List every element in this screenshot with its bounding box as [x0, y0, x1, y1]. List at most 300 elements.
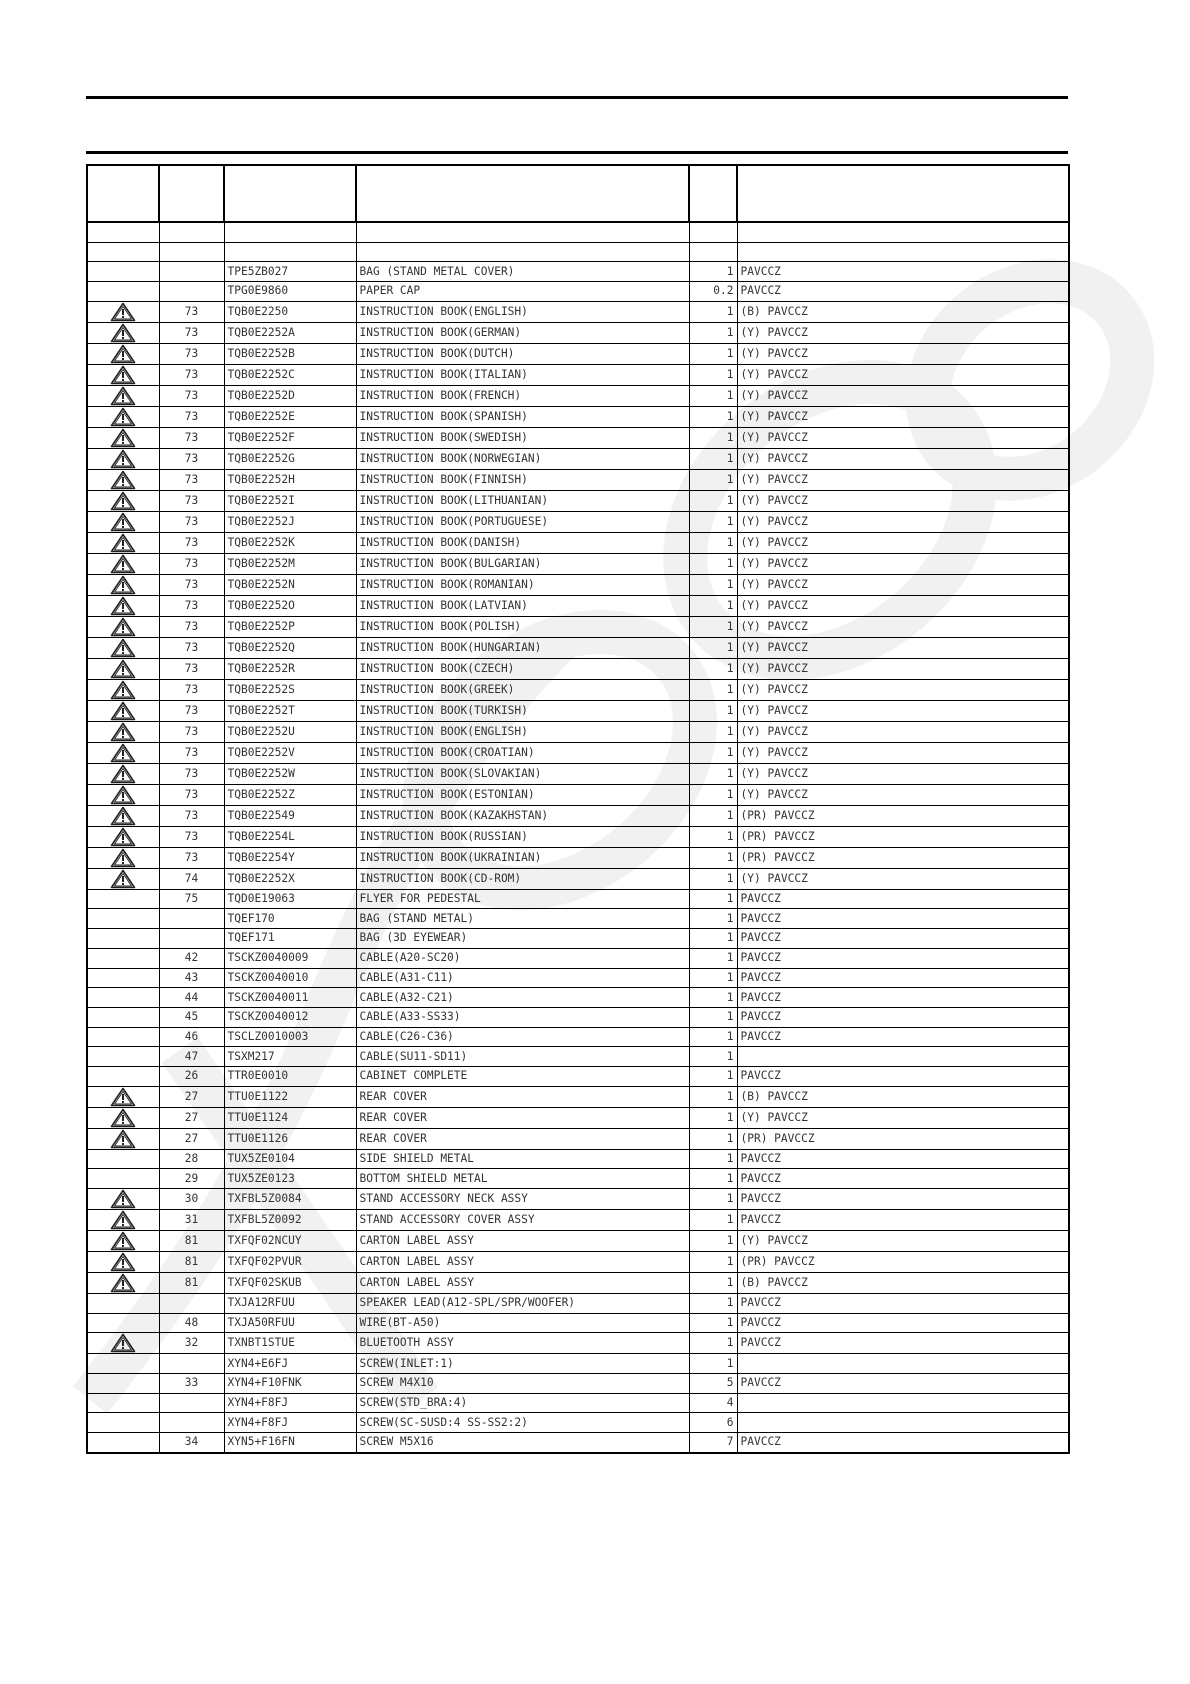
table-row: [87, 742, 1069, 763]
qty-cell: 1: [689, 364, 737, 385]
part-name-cell: BOTTOM SHIELD METAL: [356, 1169, 689, 1189]
safety-warning-icon: [110, 428, 136, 448]
safety-cell: [87, 868, 159, 889]
safety-cell: [87, 222, 159, 242]
part-no-cell: TQB0E2252J: [224, 511, 356, 532]
table-row: [87, 1393, 1069, 1413]
part-no-cell: TPG0E9860: [224, 282, 356, 302]
safety-cell: [87, 948, 159, 968]
safety-warning-icon: [110, 491, 136, 511]
safety-warning-icon: [110, 1252, 136, 1272]
top-rule: [86, 96, 1068, 99]
part-name-cell: INSTRUCTION BOOK(ENGLISH): [356, 721, 689, 742]
ref-no-cell: 73: [159, 616, 224, 637]
ref-no-cell: [159, 222, 224, 242]
remarks-cell: PAVCCZ: [737, 1210, 1069, 1231]
part-no-cell: TQB0E2252G: [224, 448, 356, 469]
table-row: [87, 262, 1069, 282]
qty-cell: 1: [689, 1231, 737, 1252]
safety-warning-icon: [110, 764, 136, 784]
table-row: [87, 1169, 1069, 1189]
safety-cell: [87, 1354, 159, 1374]
safety-cell: [87, 532, 159, 553]
ref-no-cell: 73: [159, 742, 224, 763]
ref-no-cell: 73: [159, 406, 224, 427]
safety-cell: [87, 343, 159, 364]
table-row: [87, 968, 1069, 988]
part-no-cell: TQB0E2252R: [224, 658, 356, 679]
qty-cell: 1: [689, 448, 737, 469]
qty-cell: 1: [689, 763, 737, 784]
part-name-cell: INSTRUCTION BOOK(SLOVAKIAN): [356, 763, 689, 784]
table-row: [87, 658, 1069, 679]
ref-no-cell: 81: [159, 1231, 224, 1252]
safety-cell: [87, 929, 159, 949]
safety-warning-icon: [110, 722, 136, 742]
remarks-cell: PAVCCZ: [737, 1189, 1069, 1210]
table-row: [87, 784, 1069, 805]
qty-cell: 1: [689, 490, 737, 511]
safety-warning-icon: [110, 617, 136, 637]
ref-no-cell: 73: [159, 553, 224, 574]
safety-warning-icon: [110, 701, 136, 721]
qty-cell: 1: [689, 826, 737, 847]
ref-no-cell: 75: [159, 889, 224, 909]
ref-no-cell: 73: [159, 574, 224, 595]
safety-warning-icon: [110, 1210, 136, 1230]
qty-cell: 1: [689, 553, 737, 574]
table-row: [87, 637, 1069, 658]
ref-no-cell: [159, 1413, 224, 1433]
qty-cell: 1: [689, 1294, 737, 1314]
part-no-cell: TQB0E2252H: [224, 469, 356, 490]
remarks-cell: (Y) PAVCCZ: [737, 385, 1069, 406]
part-no-cell: TSXM217: [224, 1047, 356, 1067]
ref-no-cell: 73: [159, 847, 224, 868]
part-name-cell: INSTRUCTION BOOK(HUNGARIAN): [356, 637, 689, 658]
ref-no-cell: [159, 1294, 224, 1314]
remarks-cell: (Y) PAVCCZ: [737, 574, 1069, 595]
table-row: [87, 511, 1069, 532]
remarks-cell: (Y) PAVCCZ: [737, 532, 1069, 553]
qty-cell: 1: [689, 1027, 737, 1047]
safety-cell: [87, 242, 159, 262]
ref-no-cell: [159, 909, 224, 929]
part-no-cell: TUX5ZE0123: [224, 1169, 356, 1189]
remarks-cell: PAVCCZ: [737, 1007, 1069, 1027]
part-name-cell: INSTRUCTION BOOK(GERMAN): [356, 322, 689, 343]
part-no-cell: TQB0E2252O: [224, 595, 356, 616]
ref-no-cell: 73: [159, 364, 224, 385]
qty-cell: 1: [689, 1149, 737, 1169]
part-name-cell: INSTRUCTION BOOK(FRENCH): [356, 385, 689, 406]
remarks-cell: (Y) PAVCCZ: [737, 364, 1069, 385]
qty-cell: 1: [689, 805, 737, 826]
header-qty: [689, 165, 737, 222]
qty-cell: 1: [689, 721, 737, 742]
part-no-cell: TQB0E2252D: [224, 385, 356, 406]
header-remarks: [737, 165, 1069, 222]
safety-cell: [87, 553, 159, 574]
ref-no-cell: 73: [159, 301, 224, 322]
qty-cell: 1: [689, 1128, 737, 1149]
table-row: [87, 1294, 1069, 1314]
qty-cell: 1: [689, 784, 737, 805]
ref-no-cell: 45: [159, 1007, 224, 1027]
header-rule: [86, 151, 1068, 154]
safety-cell: [87, 1252, 159, 1273]
ref-no-cell: 74: [159, 868, 224, 889]
ref-no-cell: [159, 929, 224, 949]
ref-no-cell: 28: [159, 1149, 224, 1169]
safety-cell: [87, 1027, 159, 1047]
table-row: [87, 1354, 1069, 1374]
safety-warning-icon: [110, 1231, 136, 1251]
safety-cell: [87, 1333, 159, 1354]
safety-warning-icon: [110, 386, 136, 406]
part-name-cell: INSTRUCTION BOOK(LITHUANIAN): [356, 490, 689, 511]
table-row: [87, 448, 1069, 469]
safety-cell: [87, 1231, 159, 1252]
remarks-cell: PAVCCZ: [737, 282, 1069, 302]
part-no-cell: TQB0E2252M: [224, 553, 356, 574]
part-name-cell: INSTRUCTION BOOK(ENGLISH): [356, 301, 689, 322]
qty-cell: 1: [689, 1273, 737, 1294]
qty-cell: 0.2: [689, 282, 737, 302]
safety-warning-icon: [110, 785, 136, 805]
ref-no-cell: 73: [159, 763, 224, 784]
safety-warning-icon: [110, 323, 136, 343]
qty-cell: 1: [689, 385, 737, 406]
table-row: [87, 721, 1069, 742]
remarks-cell: PAVCCZ: [737, 909, 1069, 929]
part-name-cell: WIRE(BT-A50): [356, 1313, 689, 1333]
safety-warning-icon: [110, 1273, 136, 1293]
safety-cell: [87, 262, 159, 282]
safety-cell: [87, 1169, 159, 1189]
safety-cell: [87, 988, 159, 1008]
qty-cell: 1: [689, 700, 737, 721]
remarks-cell: (PR) PAVCCZ: [737, 805, 1069, 826]
table-row: [87, 406, 1069, 427]
remarks-cell: PAVCCZ: [737, 1169, 1069, 1189]
table-row: [87, 909, 1069, 929]
safety-warning-icon: [110, 1333, 136, 1353]
table-row: [87, 1027, 1069, 1047]
part-name-cell: CABLE(A31-C11): [356, 968, 689, 988]
safety-warning-icon: [110, 1189, 136, 1209]
safety-cell: [87, 574, 159, 595]
remarks-cell: (Y) PAVCCZ: [737, 406, 1069, 427]
qty-cell: 7: [689, 1433, 737, 1453]
table-row: [87, 1107, 1069, 1128]
part-name-cell: INSTRUCTION BOOK(UKRAINIAN): [356, 847, 689, 868]
part-name-cell: INSTRUCTION BOOK(SPANISH): [356, 406, 689, 427]
part-no-cell: TTU0E1124: [224, 1107, 356, 1128]
qty-cell: 1: [689, 301, 737, 322]
table-row: [87, 385, 1069, 406]
qty-cell: 1: [689, 658, 737, 679]
remarks-cell: (Y) PAVCCZ: [737, 721, 1069, 742]
safety-cell: [87, 511, 159, 532]
table-row: [87, 805, 1069, 826]
table-row: [87, 1273, 1069, 1294]
part-no-cell: TQB0E2252K: [224, 532, 356, 553]
safety-cell: [87, 721, 159, 742]
safety-cell: [87, 1007, 159, 1027]
safety-cell: [87, 1107, 159, 1128]
safety-cell: [87, 909, 159, 929]
ref-no-cell: 44: [159, 988, 224, 1008]
qty-cell: 1: [689, 406, 737, 427]
remarks-cell: (PR) PAVCCZ: [737, 1252, 1069, 1273]
part-no-cell: TQB0E2252U: [224, 721, 356, 742]
qty-cell: 1: [689, 616, 737, 637]
ref-no-cell: 81: [159, 1252, 224, 1273]
header-safety: [87, 165, 159, 222]
table-header-row: [87, 165, 1069, 222]
safety-warning-icon: [110, 743, 136, 763]
part-name-cell: BLUETOOTH ASSY: [356, 1333, 689, 1354]
part-no-cell: TXFBL5Z0092: [224, 1210, 356, 1231]
table-row: [87, 490, 1069, 511]
ref-no-cell: 73: [159, 700, 224, 721]
header-part-name: [356, 165, 689, 222]
qty-cell: 1: [689, 929, 737, 949]
part-name-cell: INSTRUCTION BOOK(DANISH): [356, 532, 689, 553]
safety-cell: [87, 301, 159, 322]
part-name-cell: BAG (STAND METAL): [356, 909, 689, 929]
part-name-cell: CABLE(A20-SC20): [356, 948, 689, 968]
remarks-cell: (Y) PAVCCZ: [737, 763, 1069, 784]
remarks-cell: [737, 1413, 1069, 1433]
ref-no-cell: 30: [159, 1189, 224, 1210]
part-no-cell: TSCKZ0040009: [224, 948, 356, 968]
safety-cell: [87, 490, 159, 511]
remarks-cell: (Y) PAVCCZ: [737, 1107, 1069, 1128]
ref-no-cell: 48: [159, 1313, 224, 1333]
remarks-cell: (Y) PAVCCZ: [737, 343, 1069, 364]
safety-cell: [87, 1086, 159, 1107]
table-row: [87, 1086, 1069, 1107]
ref-no-cell: 26: [159, 1066, 224, 1086]
qty-cell: 1: [689, 679, 737, 700]
table-row: [87, 1128, 1069, 1149]
remarks-cell: PAVCCZ: [737, 1313, 1069, 1333]
ref-no-cell: 27: [159, 1128, 224, 1149]
part-name-cell: REAR COVER: [356, 1107, 689, 1128]
ref-no-cell: 73: [159, 490, 224, 511]
qty-cell: 1: [689, 1333, 737, 1354]
part-no-cell: TTU0E1122: [224, 1086, 356, 1107]
remarks-cell: (Y) PAVCCZ: [737, 490, 1069, 511]
part-name-cell: INSTRUCTION BOOK(KAZAKHSTAN): [356, 805, 689, 826]
part-no-cell: TQB0E2254L: [224, 826, 356, 847]
part-name-cell: SCREW(STD_BRA:4): [356, 1393, 689, 1413]
safety-cell: [87, 1047, 159, 1067]
safety-warning-icon: [110, 827, 136, 847]
qty-cell: 1: [689, 343, 737, 364]
safety-cell: [87, 595, 159, 616]
part-name-cell: INSTRUCTION BOOK(RUSSIAN): [356, 826, 689, 847]
qty-cell: 1: [689, 1107, 737, 1128]
table-row: [87, 282, 1069, 302]
part-no-cell: TQB0E2252T: [224, 700, 356, 721]
parts-list-table: [86, 164, 1070, 1454]
safety-cell: [87, 826, 159, 847]
part-name-cell: CABLE(SU11-SD11): [356, 1047, 689, 1067]
remarks-cell: [737, 242, 1069, 262]
table-row: [87, 242, 1069, 262]
ref-no-cell: [159, 242, 224, 262]
qty-cell: [689, 222, 737, 242]
part-no-cell: TTR0E0010: [224, 1066, 356, 1086]
part-no-cell: TXNBT1STUE: [224, 1333, 356, 1354]
part-name-cell: CARTON LABEL ASSY: [356, 1231, 689, 1252]
qty-cell: 1: [689, 847, 737, 868]
part-no-cell: TQB0E2252Q: [224, 637, 356, 658]
remarks-cell: PAVCCZ: [737, 889, 1069, 909]
safety-cell: [87, 968, 159, 988]
part-name-cell: SCREW(SC-SUSD:4 SS-SS2:2): [356, 1413, 689, 1433]
qty-cell: 1: [689, 511, 737, 532]
part-name-cell: BAG (STAND METAL COVER): [356, 262, 689, 282]
safety-cell: [87, 742, 159, 763]
safety-warning-icon: [110, 344, 136, 364]
remarks-cell: (Y) PAVCCZ: [737, 700, 1069, 721]
qty-cell: 1: [689, 1189, 737, 1210]
part-no-cell: TQB0E2252Z: [224, 784, 356, 805]
ref-no-cell: 73: [159, 595, 224, 616]
remarks-cell: (Y) PAVCCZ: [737, 469, 1069, 490]
qty-cell: 6: [689, 1413, 737, 1433]
table-row: [87, 553, 1069, 574]
table-row: [87, 868, 1069, 889]
ref-no-cell: 43: [159, 968, 224, 988]
ref-no-cell: 73: [159, 448, 224, 469]
ref-no-cell: 73: [159, 469, 224, 490]
part-no-cell: TXFQF02SKUB: [224, 1273, 356, 1294]
table-row: [87, 222, 1069, 242]
table-row: [87, 1231, 1069, 1252]
safety-cell: [87, 1374, 159, 1394]
part-name-cell: [356, 222, 689, 242]
safety-warning-icon: [110, 806, 136, 826]
part-no-cell: TSCKZ0040011: [224, 988, 356, 1008]
safety-warning-icon: [110, 1108, 136, 1128]
qty-cell: 1: [689, 1354, 737, 1374]
ref-no-cell: 47: [159, 1047, 224, 1067]
safety-cell: [87, 847, 159, 868]
qty-cell: 1: [689, 427, 737, 448]
ref-no-cell: 73: [159, 637, 224, 658]
part-name-cell: SCREW M5X16: [356, 1433, 689, 1453]
remarks-cell: [737, 1393, 1069, 1413]
remarks-cell: [737, 1047, 1069, 1067]
table-row: [87, 826, 1069, 847]
table-row: [87, 1313, 1069, 1333]
qty-cell: 1: [689, 1086, 737, 1107]
safety-cell: [87, 1413, 159, 1433]
remarks-cell: PAVCCZ: [737, 988, 1069, 1008]
part-name-cell: FLYER FOR PEDESTAL: [356, 889, 689, 909]
qty-cell: 1: [689, 574, 737, 595]
qty-cell: 1: [689, 637, 737, 658]
part-no-cell: TQB0E2252S: [224, 679, 356, 700]
part-name-cell: [356, 242, 689, 262]
part-name-cell: CARTON LABEL ASSY: [356, 1273, 689, 1294]
remarks-cell: (Y) PAVCCZ: [737, 637, 1069, 658]
table-row: [87, 532, 1069, 553]
part-no-cell: TQB0E2252W: [224, 763, 356, 784]
part-no-cell: TSCKZ0040010: [224, 968, 356, 988]
safety-warning-icon: [110, 1087, 136, 1107]
table-row: [87, 988, 1069, 1008]
part-no-cell: TXJA12RFUU: [224, 1294, 356, 1314]
ref-no-cell: 73: [159, 343, 224, 364]
part-name-cell: INSTRUCTION BOOK(ROMANIAN): [356, 574, 689, 595]
part-name-cell: CABLE(C26-C36): [356, 1027, 689, 1047]
remarks-cell: PAVCCZ: [737, 1433, 1069, 1453]
remarks-cell: (PR) PAVCCZ: [737, 826, 1069, 847]
safety-warning-icon: [110, 365, 136, 385]
part-no-cell: TQEF171: [224, 929, 356, 949]
qty-cell: 5: [689, 1374, 737, 1394]
safety-cell: [87, 322, 159, 343]
qty-cell: 1: [689, 532, 737, 553]
remarks-cell: PAVCCZ: [737, 929, 1069, 949]
part-no-cell: TQB0E2252N: [224, 574, 356, 595]
ref-no-cell: 46: [159, 1027, 224, 1047]
table-row: [87, 1333, 1069, 1354]
safety-cell: [87, 763, 159, 784]
part-no-cell: XYN4+E6FJ: [224, 1354, 356, 1374]
ref-no-cell: 73: [159, 427, 224, 448]
part-no-cell: TXFQF02NCUY: [224, 1231, 356, 1252]
qty-cell: 4: [689, 1393, 737, 1413]
ref-no-cell: [159, 1354, 224, 1374]
safety-cell: [87, 427, 159, 448]
remarks-cell: (Y) PAVCCZ: [737, 595, 1069, 616]
table-row: [87, 929, 1069, 949]
remarks-cell: (B) PAVCCZ: [737, 1273, 1069, 1294]
safety-cell: [87, 700, 159, 721]
part-no-cell: TPE5ZB027: [224, 262, 356, 282]
remarks-cell: PAVCCZ: [737, 1066, 1069, 1086]
table-row: [87, 322, 1069, 343]
ref-no-cell: 73: [159, 679, 224, 700]
ref-no-cell: 73: [159, 385, 224, 406]
table-row: [87, 1252, 1069, 1273]
table-row: [87, 1047, 1069, 1067]
table-row: [87, 948, 1069, 968]
table-row: [87, 574, 1069, 595]
safety-cell: [87, 1393, 159, 1413]
safety-warning-icon: [110, 449, 136, 469]
ref-no-cell: 27: [159, 1107, 224, 1128]
table-row: [87, 700, 1069, 721]
part-no-cell: XYN4+F8FJ: [224, 1393, 356, 1413]
table-row: [87, 763, 1069, 784]
safety-warning-icon: [110, 554, 136, 574]
remarks-cell: (PR) PAVCCZ: [737, 847, 1069, 868]
table-row: [87, 469, 1069, 490]
remarks-cell: (Y) PAVCCZ: [737, 322, 1069, 343]
part-no-cell: TXJA50RFUU: [224, 1313, 356, 1333]
part-no-cell: TQB0E2252I: [224, 490, 356, 511]
part-name-cell: INSTRUCTION BOOK(CD-ROM): [356, 868, 689, 889]
safety-cell: [87, 1128, 159, 1149]
